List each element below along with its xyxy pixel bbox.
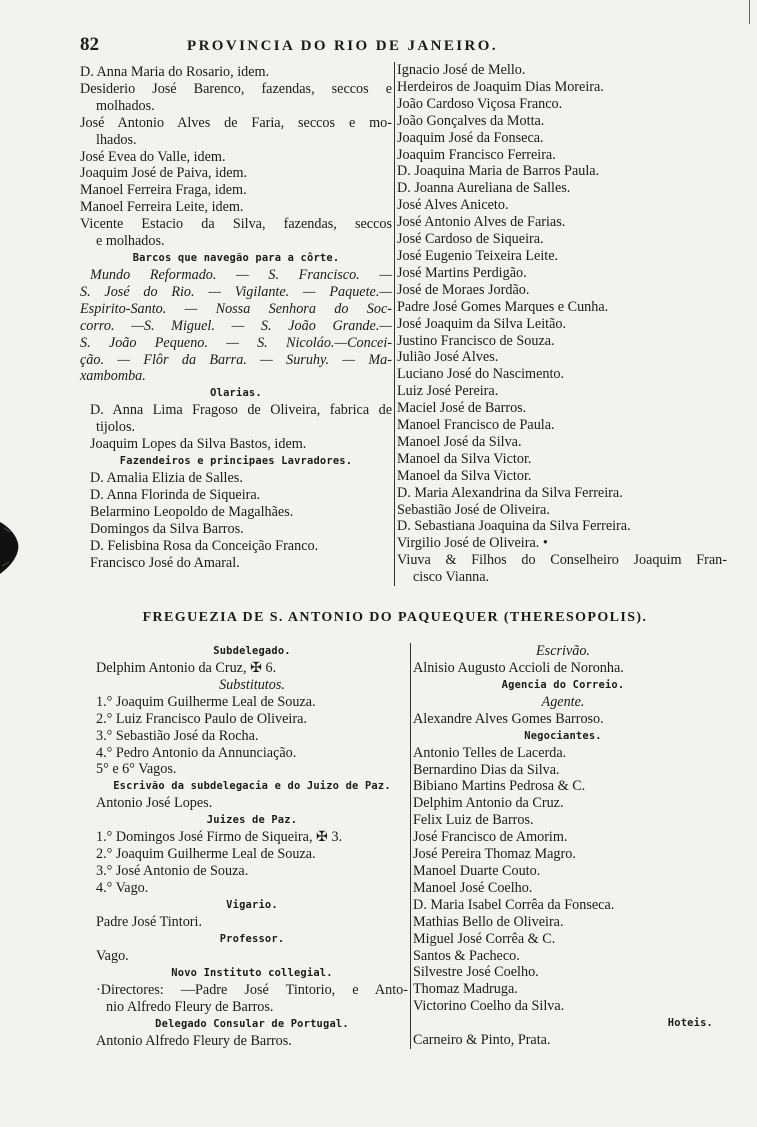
list-entry: Manoel Duarte Couto. xyxy=(413,862,541,879)
section-heading: Professor. xyxy=(219,932,285,945)
list-entry: Sebastião José de Oliveira. xyxy=(397,501,550,518)
section-heading: Escrivão da subdelegacia e do Juizo de Paz. xyxy=(113,780,391,793)
list-entry: Vicente Estacio da Silva, fazendas, seccos xyxy=(80,216,392,233)
list-entry: Viuva & Filhos do Conselheiro Joaquim Fran- xyxy=(397,552,727,569)
section-heading: Delegado Consular de Portugal. xyxy=(155,1017,349,1030)
list-entry: Miguel José Corrêa & C. xyxy=(413,930,556,947)
list-entry: Desiderio José Barenco, fazendas, seccos e xyxy=(80,80,392,97)
list-entry: Luciano José do Nascimento. xyxy=(397,366,565,383)
section-heading: Hoteis. xyxy=(667,1017,713,1030)
list-entry: José Antonio Alves de Farias. xyxy=(397,214,566,231)
section-title: FREGUEZIA DE S. ANTONIO DO PAQUEQUER (THERESOPOLIS). xyxy=(142,610,648,625)
list-entry: Felix Luiz de Barros. xyxy=(413,812,534,829)
list-entry: Antonio José Lopes. xyxy=(96,795,213,812)
list-entry: José Alves Aniceto. xyxy=(397,197,509,214)
list-entry: D. Felisbina Rosa da Conceição Franco. xyxy=(90,537,319,554)
list-entry: Belarmino Leopoldo de Magalhães. xyxy=(90,503,294,520)
bottom-right-column xyxy=(410,643,713,1049)
list-entry: 4.° Vago. xyxy=(96,879,149,896)
list-entry: Virgilio José de Oliveira. • xyxy=(397,535,548,552)
list-entry: Joaquim José de Paiva, idem. xyxy=(80,165,248,182)
list-entry: Escrivão. xyxy=(536,643,590,659)
list-entry: Domingos da Silva Barros. xyxy=(90,520,244,537)
list-entry: tijolos. xyxy=(96,419,136,436)
list-entry: Justino Francisco de Souza. xyxy=(397,332,555,349)
list-entry: ·Directores: —Padre José Tintorio, e Anto- xyxy=(96,981,408,998)
list-entry: Maciel José de Barros. xyxy=(397,400,527,417)
list-entry: Mundo Reformado. — S. Francisco. — xyxy=(90,266,392,283)
list-entry: Manoel da Silva Victor. xyxy=(397,467,532,484)
list-entry: D. Anna Lima Fragoso de Oliveira, fabrica de xyxy=(90,402,392,419)
page-header xyxy=(80,34,680,58)
list-entry: xambomba. xyxy=(80,368,146,385)
list-entry: lhados. xyxy=(96,131,137,148)
list-entry: Manoel Ferreira Fraga, idem. xyxy=(80,182,247,199)
list-entry: José Martins Perdigão. xyxy=(397,264,527,281)
list-entry: Herdeiros de Joaquim Dias Moreira. xyxy=(397,78,604,95)
list-entry: Manoel José Coelho. xyxy=(413,879,533,896)
list-entry: 5° e 6° Vagos. xyxy=(96,761,177,778)
list-entry: D. Sebastiana Joaquina da Silva Ferreira. xyxy=(397,518,631,535)
list-entry: José Cardoso de Siqueira. xyxy=(397,231,544,248)
list-entry: corro. —S. Miguel. — S. João Grande.— xyxy=(80,317,392,334)
list-entry: Manoel José da Silva. xyxy=(397,433,522,450)
list-entry: Antonio Alfredo Fleury de Barros. xyxy=(96,1032,292,1049)
section-heading: Subdelegado. xyxy=(213,645,291,657)
list-entry: Delphim Antonio da Cruz. xyxy=(413,795,564,812)
list-entry: Thomaz Madruga. xyxy=(413,981,518,998)
section-heading: Olarias. xyxy=(210,387,262,400)
list-entry: Antonio Telles de Lacerda. xyxy=(413,744,567,761)
list-entry: e molhados. xyxy=(96,233,165,250)
list-entry: D. Anna Florinda de Siqueira. xyxy=(90,486,261,503)
list-entry: Alnisio Augusto Accioli de Noronha. xyxy=(413,659,624,676)
list-entry: Santos & Pacheco. xyxy=(413,947,520,964)
bottom-left-column xyxy=(96,643,408,1049)
list-entry: Manoel Ferreira Leite, idem. xyxy=(80,199,244,216)
list-entry: ção. — Flôr da Barra. — Suruhy. — Ma- xyxy=(80,351,392,368)
list-entry: Agente. xyxy=(541,693,585,710)
section-heading: Barcos que navegão para a côrte. xyxy=(132,251,340,264)
list-entry: Delphim Antonio da Cruz, ✠ 6. xyxy=(96,660,277,676)
list-entry: D. Maria Isabel Corrêa da Fonseca. xyxy=(413,896,615,913)
section-heading: Fazendeiros e principaes Lavradores. xyxy=(119,455,353,468)
list-entry: Silvestre José Coelho. xyxy=(413,964,539,981)
list-entry: Julião José Alves. xyxy=(397,349,499,366)
list-entry: José Francisco de Amorim. xyxy=(413,829,568,846)
list-entry: 1.° Domingos José Firmo de Siqueira, ✠ 3. xyxy=(96,829,343,846)
list-entry: Manoel Francisco de Paula. xyxy=(397,417,555,434)
list-entry: Joaquim Lopes da Silva Bastos, idem. xyxy=(90,436,307,453)
list-entry: Joaquim José da Fonseca. xyxy=(397,129,544,146)
list-entry: 2.° Joaquim Guilherme Leal de Souza. xyxy=(96,846,316,863)
list-entry: José Joaquim da Silva Leitão. xyxy=(397,315,567,332)
list-entry: S. João Pequeno. — S. Nicoláo.—Concei- xyxy=(80,334,392,351)
list-entry: Alexandre Alves Gomes Barroso. xyxy=(413,710,604,727)
section-heading: Juizes de Paz. xyxy=(206,814,298,827)
list-entry: D. Joaquina Maria de Barros Paula. xyxy=(397,163,600,180)
list-entry: D. Maria Alexandrina da Silva Ferreira. xyxy=(397,484,623,501)
list-entry: José Eugenio Teixeira Leite. xyxy=(397,247,559,264)
top-right-column xyxy=(394,62,727,586)
list-entry: João Gonçalves da Motta. xyxy=(397,112,545,129)
list-entry: 1.° Joaquim Guilherme Leal de Souza. xyxy=(96,693,316,710)
list-entry: Substitutos. xyxy=(219,676,285,693)
top-left-column xyxy=(80,64,392,571)
list-entry: nio Alfredo Fleury de Barros. xyxy=(106,998,274,1015)
list-entry: Carneiro & Pinto, Prata. xyxy=(413,1032,551,1049)
list-entry: 3.° Sebastião José da Rocha. xyxy=(96,727,259,744)
list-entry: Luiz José Pereira. xyxy=(397,383,499,400)
edge-mark xyxy=(748,0,751,24)
list-entry: D. Anna Maria do Rosario, idem. xyxy=(80,64,270,80)
list-entry: cisco Vianna. xyxy=(413,569,490,586)
page-number: 82 xyxy=(80,34,99,55)
list-entry: Manoel da Silva Victor. xyxy=(397,450,532,467)
list-entry: José Evea do Valle, idem. xyxy=(80,148,226,165)
list-entry: 3.° José Antonio de Souza. xyxy=(96,863,249,880)
section-heading: Vigario. xyxy=(226,898,278,911)
list-entry: 4.° Pedro Antonio da Annunciação. xyxy=(96,744,297,761)
list-entry: Vago. xyxy=(96,947,129,964)
list-entry: Joaquim Francisco Ferreira. xyxy=(397,146,556,163)
binding-shadow-mark xyxy=(0,522,22,574)
list-entry: D. Joanna Aureliana de Salles. xyxy=(397,180,571,197)
list-entry: José Pereira Thomaz Magro. xyxy=(413,846,576,863)
list-entry: Padre José Tintori. xyxy=(96,913,203,930)
list-entry: Espirito-Santo. — Nossa Senhora do Soc- xyxy=(80,300,392,317)
list-entry: D. Amalia Elizia de Salles. xyxy=(90,470,243,487)
running-title: PROVINCIA DO RIO DE JANEIRO. xyxy=(187,38,498,54)
list-entry: Ignacio José de Mello. xyxy=(397,62,526,78)
list-entry: S. José do Rio. — Vigilante. — Paquete.— xyxy=(80,283,392,300)
list-entry: Mathias Bello de Oliveira. xyxy=(413,913,564,930)
section-heading: Negociantes. xyxy=(524,729,602,742)
list-entry: 2.° Luiz Francisco Paulo de Oliveira. xyxy=(96,710,307,727)
list-entry: molhados. xyxy=(96,97,155,114)
section-heading: Agencia do Correio. xyxy=(501,678,625,691)
list-entry: José de Moraes Jordão. xyxy=(397,281,530,298)
list-entry: João Cardoso Viçosa Franco. xyxy=(397,95,563,112)
list-entry: Padre José Gomes Marques e Cunha. xyxy=(397,298,609,315)
list-entry: José Antonio Alves de Faria, seccos e mo- xyxy=(80,114,392,131)
list-entry: Victorino Coelho da Silva. xyxy=(413,998,565,1015)
list-entry: Bernardino Dias da Silva. xyxy=(413,761,560,778)
list-entry: Bibiano Martins Pedrosa & C. xyxy=(413,778,586,795)
list-entry: Francisco José do Amaral. xyxy=(90,554,240,571)
section-heading: Novo Instituto collegial. xyxy=(171,966,333,979)
